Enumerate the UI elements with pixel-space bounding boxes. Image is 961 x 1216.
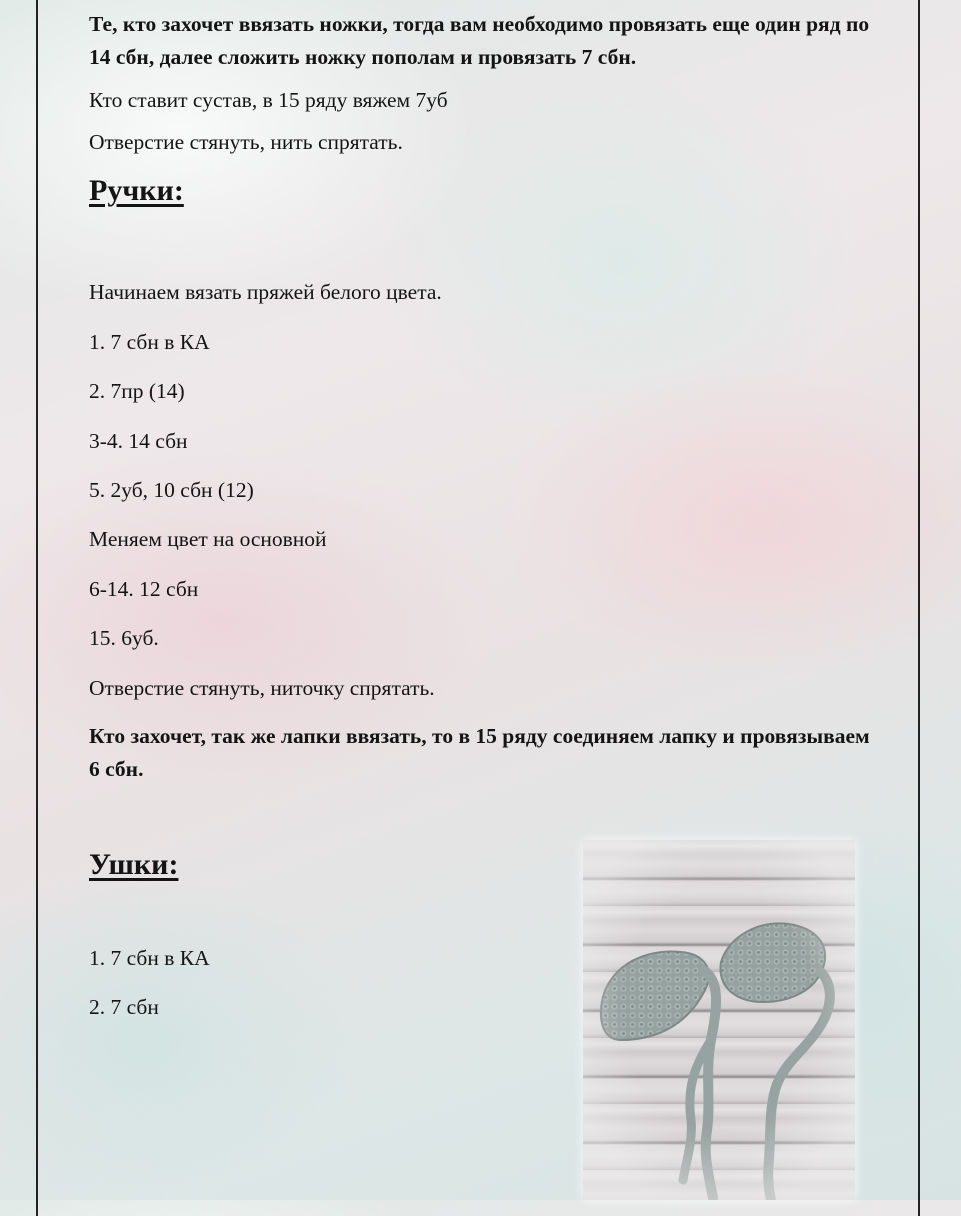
hands-row: 3-4. 14 сбн	[89, 428, 188, 453]
crochet-ears-photo	[583, 840, 855, 1200]
hands-row: 15. 6уб.	[89, 626, 159, 651]
hands-row: 1. 7 сбн в КА	[89, 329, 210, 354]
legs-instruction: Те, кто захочет ввязать ножки, тогда вам необходимо провязать еще один ряд по 14 сбн, далее сложить ножку пополам и провязать 7 сбн.	[89, 12, 870, 70]
joint-note: Кто ставит сустав, в 15 ряду вяжем 7уб	[89, 87, 448, 112]
ears-row: 1. 7 сбн в КА	[89, 945, 210, 970]
photo-vignette	[583, 840, 855, 1200]
hands-row: 2. 7пр (14)	[89, 379, 185, 404]
ears-row: 2. 7 сбн	[89, 994, 159, 1019]
hands-start: Начинаем вязать пряжей белого цвета.	[89, 280, 442, 305]
paws-note: Кто захочет, так же лапки ввязать, то в 15 ряду соединяем лапку и провязываем 6 сбн.	[89, 723, 870, 782]
hands-close-hole: Отверстие стянуть, ниточку спрятать.	[89, 675, 435, 700]
hands-row: 5. 2уб, 10 сбн (12)	[89, 477, 254, 502]
hands-row: 6-14. 12 сбн	[89, 576, 199, 601]
close-hole-note: Отверстие стянуть, нить спрятать.	[89, 130, 403, 155]
hands-heading: Ручки:	[89, 174, 184, 208]
color-change-note: Меняем цвет на основной	[89, 527, 327, 552]
ears-heading: Ушки:	[89, 847, 179, 881]
